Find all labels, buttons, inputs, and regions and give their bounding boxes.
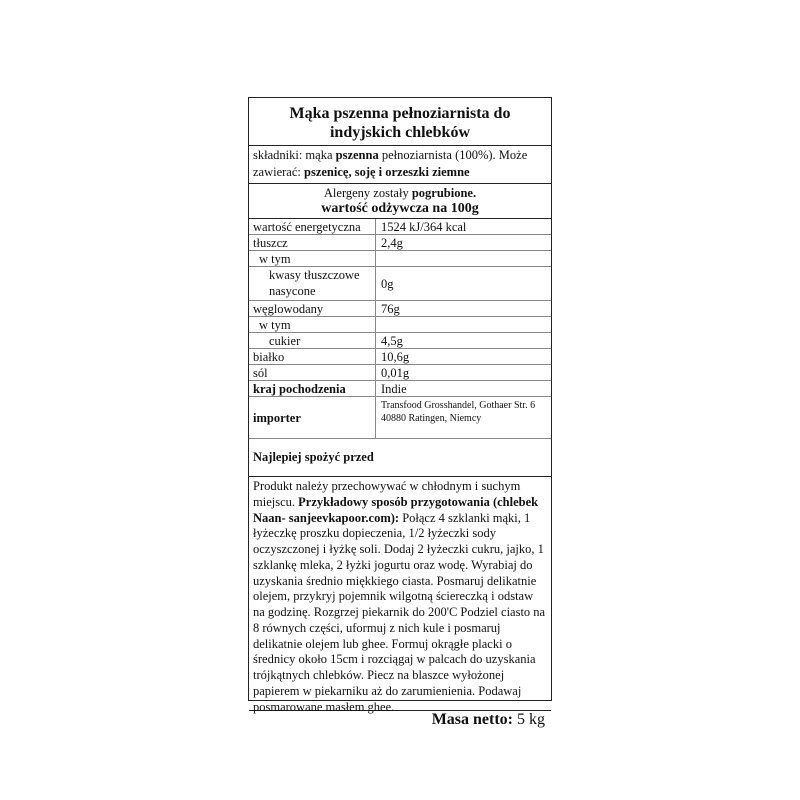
- nutrition-table: [249, 219, 551, 439]
- net-weight-value: 5 kg: [513, 711, 545, 728]
- nutrition-row-protein: [249, 349, 551, 365]
- saturated-label: kwasy tłuszczowe nasycone: [249, 267, 376, 300]
- importer-line-2: 40880 Ratingen, Niemcy: [381, 413, 482, 424]
- ingredients-prefix: składniki: mąka: [253, 148, 336, 162]
- allergen-note-bold: pogrubione.: [411, 186, 477, 200]
- carbs-label: węglowodany: [249, 301, 376, 316]
- carbs-value: 76g: [381, 302, 400, 316]
- saturated-value: 0g: [381, 276, 394, 291]
- fat-label: tłuszcz: [249, 235, 376, 250]
- allergen-note: [249, 186, 551, 201]
- title-line-1: Mąka pszenna pełnoziarnista do: [289, 105, 511, 122]
- sugar-label: cukier: [249, 333, 376, 348]
- net-weight-label: Masa netto:: [431, 711, 513, 728]
- title-line-2: indyjskich chlebków: [329, 124, 471, 141]
- recipe-heading: Przykładowy sposób przygotowania (chlebek Naan- sanjeevkapoor.com):: [253, 494, 539, 525]
- of-which-label-2: w tym: [249, 317, 376, 332]
- nutrition-row-energy: [249, 219, 551, 235]
- origin-value: Indie: [381, 382, 407, 396]
- ingredients-text: [249, 146, 551, 184]
- nutrition-row-carbs: [249, 301, 551, 317]
- importer-line-1: Transfood Grosshandel, Gothaer Str. 6: [381, 400, 536, 411]
- importer-label: importer: [249, 397, 376, 438]
- of-which-label-1: w tym: [249, 251, 376, 266]
- ingredients-allergen-1: pszenna: [335, 148, 379, 162]
- ingredients-mid: pełnoziarnista (100%). Może zawierać:: [253, 148, 528, 179]
- product-title: [249, 98, 551, 146]
- storage-text: Produkt należy przechowywać w chłodnym i suchym miejscu.: [253, 479, 521, 509]
- salt-label: sól: [249, 365, 376, 380]
- energy-label: wartość energetyczna: [249, 219, 376, 234]
- storage-and-preparation: [249, 477, 551, 714]
- nutrition-heading: wartość odżywcza na 100g: [249, 201, 551, 219]
- ingredients-allergen-2: pszenicę, soję i orzeszki ziemne: [304, 165, 470, 179]
- product-label: [248, 97, 552, 728]
- best-before: Najlepiej spożyć przed: [249, 439, 551, 477]
- nutrition-row-of-which-2: [249, 317, 551, 333]
- nutrition-row-salt: [249, 365, 551, 381]
- origin-label: kraj pochodzenia: [249, 381, 376, 396]
- nutrition-row-importer: [249, 397, 551, 439]
- nutrition-row-of-which-1: [249, 251, 551, 267]
- recipe-text: Połącz 4 szklanki mąki, 1 łyżeczkę proszku dopieczenia, 1/2 łyżeczki sody oczyszczonej i łyżkę soli. Dodaj 2 łyżeczki cukru, jajko, 1 szklankę mleka, 2 łyżki jogurtu oraz wodę. Wyrabiaj do uzyskania średnio miękkiego ciasta. Posmaruj delikatnie olejem, przykryj pojemnik wilgotną ściereczką i odstaw na godzinę. Rozgrzej piekarnik do 200'C Podziel ciasto na 8 równych części, uformuj z nich kule i posmaruj delikatnie olejem lub ghee. Formuj okrągłe placki o średnicy około 15cm i rozciągaj w palcach do uzyskania trójkątnych chlebków. Piecz na blaszce wyłożonej papierem w piekarniku aż do zarumienienia. Podawaj posmarowane masłem ghee.: [253, 510, 546, 714]
- fat-value: 2,4g: [381, 236, 403, 250]
- nutrition-row-origin: [249, 381, 551, 397]
- nutrition-row-saturated: [249, 267, 551, 301]
- energy-value: 1524 kJ/364 kcal: [381, 220, 467, 234]
- protein-value: 10,6g: [381, 350, 410, 364]
- nutrition-row-sugar: [249, 333, 551, 349]
- salt-value: 0,01g: [381, 366, 410, 380]
- protein-label: białko: [249, 349, 376, 364]
- sugar-value: 4,5g: [381, 334, 403, 348]
- importer-value: [376, 397, 551, 438]
- allergen-note-text: Alergeny zostały: [323, 186, 412, 200]
- nutrition-row-fat: [249, 235, 551, 251]
